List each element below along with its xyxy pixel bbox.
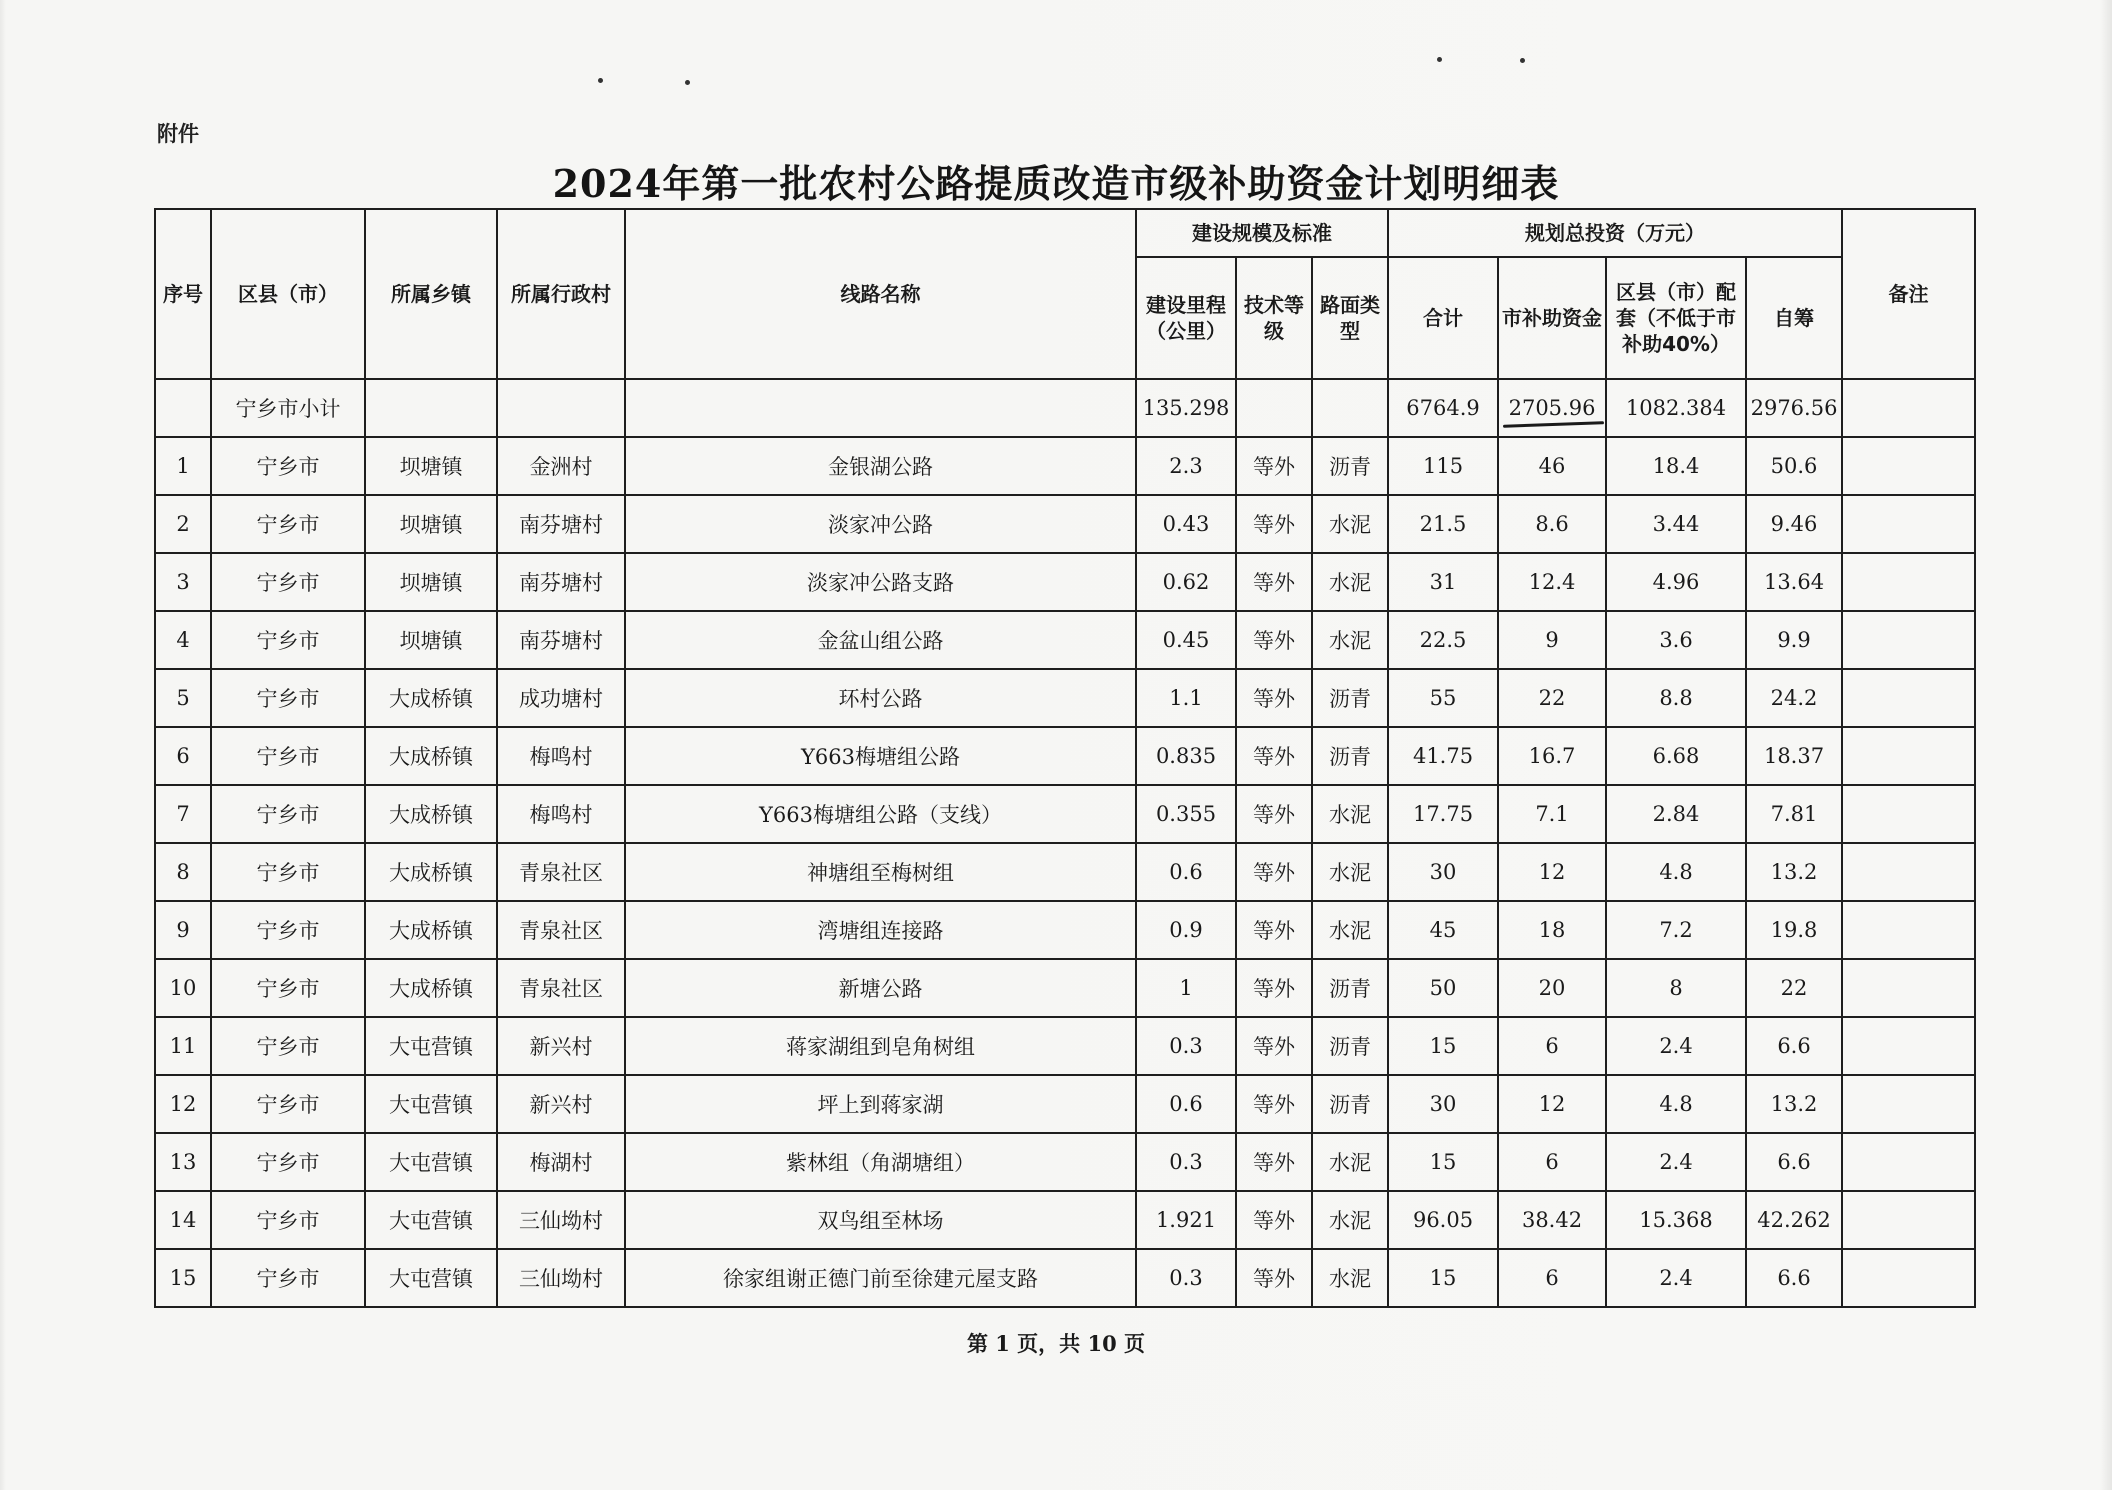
- cell-route: 金盆山组公路: [625, 611, 1136, 669]
- subtotal-village: [497, 379, 625, 437]
- cell-city-subsidy: 12: [1498, 843, 1606, 901]
- cell-seq: 2: [155, 495, 211, 553]
- cell-village: 新兴村: [497, 1075, 625, 1133]
- cell-mileage: 0.6: [1136, 843, 1236, 901]
- cell-surface: 沥青: [1312, 959, 1388, 1017]
- cell-seq: 6: [155, 727, 211, 785]
- cell-mileage: 0.3: [1136, 1133, 1236, 1191]
- cell-grade: 等外: [1236, 959, 1312, 1017]
- cell-route: 双鸟组至林场: [625, 1191, 1136, 1249]
- subtotal-city-subsidy: [1498, 379, 1606, 437]
- subtotal-town: [365, 379, 497, 437]
- cell-county: 宁乡市: [211, 785, 365, 843]
- cell-route: 湾塘组连接路: [625, 901, 1136, 959]
- cell-remark: [1842, 611, 1975, 669]
- subtotal-route: [625, 379, 1136, 437]
- table-row: [155, 437, 1975, 495]
- cell-self-raised: 13.2: [1746, 843, 1842, 901]
- cell-seq: 1: [155, 437, 211, 495]
- cell-seq: 14: [155, 1191, 211, 1249]
- header-invest-group: 规划总投资（万元）: [1388, 209, 1842, 257]
- table-row: [155, 727, 1975, 785]
- cell-seq: 9: [155, 901, 211, 959]
- cell-surface: 水泥: [1312, 611, 1388, 669]
- header-town: 所属乡镇: [365, 209, 497, 379]
- cell-surface: 水泥: [1312, 495, 1388, 553]
- cell-seq: 12: [155, 1075, 211, 1133]
- cell-total: 115: [1388, 437, 1498, 495]
- subtotal-label: 宁乡市小计: [211, 379, 365, 437]
- cell-town: 大成桥镇: [365, 727, 497, 785]
- cell-town: 大成桥镇: [365, 843, 497, 901]
- header-scale-group: 建设规模及标准: [1136, 209, 1388, 257]
- attachment-label: 附件: [157, 122, 199, 146]
- cell-seq: 5: [155, 669, 211, 727]
- cell-mileage: 2.3: [1136, 437, 1236, 495]
- cell-remark: [1842, 1075, 1975, 1133]
- cell-route: 神塘组至梅树组: [625, 843, 1136, 901]
- cell-self-raised: 7.81: [1746, 785, 1842, 843]
- cell-remark: [1842, 901, 1975, 959]
- cell-remark: [1842, 727, 1975, 785]
- cell-town: 大屯营镇: [365, 1075, 497, 1133]
- header-grade: 技术等级: [1236, 257, 1312, 379]
- cell-grade: 等外: [1236, 437, 1312, 495]
- table-row: [155, 843, 1975, 901]
- cell-city-subsidy: 12.4: [1498, 553, 1606, 611]
- header-mileage: 建设里程（公里）: [1136, 257, 1236, 379]
- cell-route: 徐家组谢正德门前至徐建元屋支路: [625, 1249, 1136, 1307]
- subtotal-self-raised: 2976.56: [1746, 379, 1842, 437]
- cell-self-raised: 22: [1746, 959, 1842, 1017]
- cell-seq: 10: [155, 959, 211, 1017]
- cell-total: 30: [1388, 843, 1498, 901]
- cell-total: 45: [1388, 901, 1498, 959]
- page-title: 2024年第一批农村公路提质改造市级补助资金计划明细表: [552, 161, 1560, 206]
- header-self-raised: 自筹: [1746, 257, 1842, 379]
- cell-remark: [1842, 785, 1975, 843]
- cell-route: 环村公路: [625, 669, 1136, 727]
- cell-total: 55: [1388, 669, 1498, 727]
- cell-county-match: 18.4: [1606, 437, 1746, 495]
- cell-county-match: 4.8: [1606, 843, 1746, 901]
- cell-remark: [1842, 843, 1975, 901]
- subtotal-remark: [1842, 379, 1975, 437]
- cell-city-subsidy: 6: [1498, 1249, 1606, 1307]
- cell-mileage: 0.6: [1136, 1075, 1236, 1133]
- cell-county-match: 4.8: [1606, 1075, 1746, 1133]
- subtotal-county-match: 1082.384: [1606, 379, 1746, 437]
- cell-self-raised: 13.2: [1746, 1075, 1842, 1133]
- cell-mileage: 0.3: [1136, 1017, 1236, 1075]
- subtotal-grade: [1236, 379, 1312, 437]
- cell-city-subsidy: 16.7: [1498, 727, 1606, 785]
- cell-surface: 沥青: [1312, 669, 1388, 727]
- subtotal-total: 6764.9: [1388, 379, 1498, 437]
- cell-total: 17.75: [1388, 785, 1498, 843]
- table-row: [155, 553, 1975, 611]
- table-row: [155, 959, 1975, 1017]
- cell-county-match: 3.6: [1606, 611, 1746, 669]
- cell-route: 坪上到蒋家湖: [625, 1075, 1136, 1133]
- cell-grade: 等外: [1236, 901, 1312, 959]
- cell-route: Y663梅塘组公路: [625, 727, 1136, 785]
- cell-city-subsidy: 46: [1498, 437, 1606, 495]
- cell-village: 南芬塘村: [497, 495, 625, 553]
- cell-grade: 等外: [1236, 785, 1312, 843]
- header-seq: 序号: [155, 209, 211, 379]
- cell-village: 梅鸣村: [497, 727, 625, 785]
- cell-total: 41.75: [1388, 727, 1498, 785]
- cell-county: 宁乡市: [211, 727, 365, 785]
- page-footer: 第 1 页，共 10 页: [966, 1331, 1146, 1356]
- table-row: [155, 1191, 1975, 1249]
- cell-remark: [1842, 959, 1975, 1017]
- cell-total: 15: [1388, 1017, 1498, 1075]
- cell-seq: 15: [155, 1249, 211, 1307]
- cell-town: 坝塘镇: [365, 495, 497, 553]
- cell-town: 坝塘镇: [365, 553, 497, 611]
- header-county: 区县（市）: [211, 209, 365, 379]
- cell-mileage: 0.43: [1136, 495, 1236, 553]
- header-surface: 路面类型: [1312, 257, 1388, 379]
- scan-speck: [1437, 57, 1442, 62]
- cell-remark: [1842, 437, 1975, 495]
- cell-seq: 11: [155, 1017, 211, 1075]
- cell-surface: 沥青: [1312, 437, 1388, 495]
- cell-total: 21.5: [1388, 495, 1498, 553]
- cell-city-subsidy: 7.1: [1498, 785, 1606, 843]
- cell-village: 南芬塘村: [497, 553, 625, 611]
- cell-self-raised: 6.6: [1746, 1249, 1842, 1307]
- table-row: [155, 1133, 1975, 1191]
- cell-surface: 沥青: [1312, 1017, 1388, 1075]
- cell-city-subsidy: 6: [1498, 1017, 1606, 1075]
- cell-mileage: 1.921: [1136, 1191, 1236, 1249]
- cell-county: 宁乡市: [211, 1017, 365, 1075]
- scan-speck: [685, 80, 690, 85]
- cell-city-subsidy: 9: [1498, 611, 1606, 669]
- cell-remark: [1842, 1249, 1975, 1307]
- cell-town: 大屯营镇: [365, 1017, 497, 1075]
- cell-remark: [1842, 553, 1975, 611]
- cell-county-match: 6.68: [1606, 727, 1746, 785]
- cell-county: 宁乡市: [211, 611, 365, 669]
- cell-grade: 等外: [1236, 495, 1312, 553]
- cell-remark: [1842, 1191, 1975, 1249]
- cell-village: 梅湖村: [497, 1133, 625, 1191]
- cell-county-match: 2.84: [1606, 785, 1746, 843]
- cell-total: 31: [1388, 553, 1498, 611]
- subtotal-row: [155, 379, 1975, 437]
- cell-village: 青泉社区: [497, 901, 625, 959]
- cell-village: 青泉社区: [497, 959, 625, 1017]
- cell-mileage: 0.835: [1136, 727, 1236, 785]
- cell-county-match: 8.8: [1606, 669, 1746, 727]
- header-village: 所属行政村: [497, 209, 625, 379]
- header-remark: 备注: [1842, 209, 1975, 379]
- cell-seq: 7: [155, 785, 211, 843]
- cell-county: 宁乡市: [211, 901, 365, 959]
- cell-grade: 等外: [1236, 1133, 1312, 1191]
- cell-grade: 等外: [1236, 611, 1312, 669]
- cell-seq: 4: [155, 611, 211, 669]
- cell-self-raised: 9.9: [1746, 611, 1842, 669]
- cell-self-raised: 50.6: [1746, 437, 1842, 495]
- cell-route: 金银湖公路: [625, 437, 1136, 495]
- cell-grade: 等外: [1236, 1075, 1312, 1133]
- table-row: [155, 1249, 1975, 1307]
- cell-surface: 沥青: [1312, 1075, 1388, 1133]
- cell-self-raised: 42.262: [1746, 1191, 1842, 1249]
- table-row: [155, 785, 1975, 843]
- cell-town: 大成桥镇: [365, 959, 497, 1017]
- cell-county: 宁乡市: [211, 495, 365, 553]
- cell-grade: 等外: [1236, 727, 1312, 785]
- cell-self-raised: 18.37: [1746, 727, 1842, 785]
- cell-city-subsidy: 12: [1498, 1075, 1606, 1133]
- cell-city-subsidy: 20: [1498, 959, 1606, 1017]
- cell-route: Y663梅塘组公路（支线）: [625, 785, 1136, 843]
- cell-village: 三仙坳村: [497, 1191, 625, 1249]
- cell-village: 三仙坳村: [497, 1249, 625, 1307]
- cell-county: 宁乡市: [211, 437, 365, 495]
- cell-town: 大屯营镇: [365, 1133, 497, 1191]
- cell-county: 宁乡市: [211, 553, 365, 611]
- cell-self-raised: 6.6: [1746, 1133, 1842, 1191]
- table-row: [155, 495, 1975, 553]
- cell-total: 22.5: [1388, 611, 1498, 669]
- cell-route: 淡家冲公路支路: [625, 553, 1136, 611]
- cell-route: 淡家冲公路: [625, 495, 1136, 553]
- cell-county: 宁乡市: [211, 669, 365, 727]
- cell-surface: 水泥: [1312, 553, 1388, 611]
- cell-mileage: 0.62: [1136, 553, 1236, 611]
- table-row: [155, 901, 1975, 959]
- cell-village: 青泉社区: [497, 843, 625, 901]
- cell-city-subsidy: 6: [1498, 1133, 1606, 1191]
- cell-grade: 等外: [1236, 1017, 1312, 1075]
- cell-county: 宁乡市: [211, 1249, 365, 1307]
- cell-mileage: 1: [1136, 959, 1236, 1017]
- table-row: [155, 669, 1975, 727]
- cell-village: 金洲村: [497, 437, 625, 495]
- cell-remark: [1842, 669, 1975, 727]
- cell-county-match: 4.96: [1606, 553, 1746, 611]
- cell-surface: 沥青: [1312, 727, 1388, 785]
- cell-route: 新塘公路: [625, 959, 1136, 1017]
- cell-county-match: 2.4: [1606, 1249, 1746, 1307]
- table-row: [155, 611, 1975, 669]
- cell-grade: 等外: [1236, 553, 1312, 611]
- cell-grade: 等外: [1236, 1249, 1312, 1307]
- subtotal-surface: [1312, 379, 1388, 437]
- cell-self-raised: 6.6: [1746, 1017, 1842, 1075]
- subtotal-seq: [155, 379, 211, 437]
- cell-seq: 8: [155, 843, 211, 901]
- cell-grade: 等外: [1236, 843, 1312, 901]
- cell-self-raised: 19.8: [1746, 901, 1842, 959]
- cell-self-raised: 13.64: [1746, 553, 1842, 611]
- cell-route: 蒋家湖组到皂角树组: [625, 1017, 1136, 1075]
- cell-county: 宁乡市: [211, 1133, 365, 1191]
- cell-city-subsidy: 22: [1498, 669, 1606, 727]
- cell-county-match: 15.368: [1606, 1191, 1746, 1249]
- cell-remark: [1842, 1133, 1975, 1191]
- cell-surface: 水泥: [1312, 785, 1388, 843]
- header-total: 合计: [1388, 257, 1498, 379]
- cell-grade: 等外: [1236, 1191, 1312, 1249]
- cell-county: 宁乡市: [211, 843, 365, 901]
- table-row: [155, 1075, 1975, 1133]
- cell-total: 50: [1388, 959, 1498, 1017]
- header-route: 线路名称: [625, 209, 1136, 379]
- cell-mileage: 1.1: [1136, 669, 1236, 727]
- cell-surface: 水泥: [1312, 901, 1388, 959]
- cell-total: 15: [1388, 1249, 1498, 1307]
- cell-village: 南芬塘村: [497, 611, 625, 669]
- cell-surface: 水泥: [1312, 1133, 1388, 1191]
- cell-town: 大成桥镇: [365, 785, 497, 843]
- cell-self-raised: 9.46: [1746, 495, 1842, 553]
- scan-speck: [598, 78, 603, 83]
- table-row: [155, 1017, 1975, 1075]
- cell-county: 宁乡市: [211, 1075, 365, 1133]
- scan-speck: [1520, 58, 1525, 63]
- cell-village: 成功塘村: [497, 669, 625, 727]
- cell-town: 坝塘镇: [365, 611, 497, 669]
- cell-remark: [1842, 495, 1975, 553]
- cell-town: 大成桥镇: [365, 669, 497, 727]
- cell-county-match: 2.4: [1606, 1017, 1746, 1075]
- funding-table: [154, 208, 1976, 1308]
- header-city-subsidy: 市补助资金: [1498, 257, 1606, 379]
- cell-mileage: 0.9: [1136, 901, 1236, 959]
- cell-surface: 水泥: [1312, 843, 1388, 901]
- cell-town: 坝塘镇: [365, 437, 497, 495]
- cell-county-match: 3.44: [1606, 495, 1746, 553]
- subtotal-mileage: 135.298: [1136, 379, 1236, 437]
- cell-total: 96.05: [1388, 1191, 1498, 1249]
- cell-total: 15: [1388, 1133, 1498, 1191]
- cell-county-match: 8: [1606, 959, 1746, 1017]
- header-county-match: 区县（市）配套（不低于市补助40%）: [1606, 257, 1746, 379]
- cell-total: 30: [1388, 1075, 1498, 1133]
- cell-remark: [1842, 1017, 1975, 1075]
- cell-surface: 水泥: [1312, 1249, 1388, 1307]
- cell-county: 宁乡市: [211, 959, 365, 1017]
- cell-town: 大成桥镇: [365, 901, 497, 959]
- cell-mileage: 0.3: [1136, 1249, 1236, 1307]
- cell-county-match: 2.4: [1606, 1133, 1746, 1191]
- cell-city-subsidy: 38.42: [1498, 1191, 1606, 1249]
- cell-self-raised: 24.2: [1746, 669, 1842, 727]
- cell-surface: 水泥: [1312, 1191, 1388, 1249]
- cell-village: 梅鸣村: [497, 785, 625, 843]
- cell-town: 大屯营镇: [365, 1249, 497, 1307]
- cell-route: 紫林组（角湖塘组）: [625, 1133, 1136, 1191]
- cell-county: 宁乡市: [211, 1191, 365, 1249]
- cell-grade: 等外: [1236, 669, 1312, 727]
- cell-village: 新兴村: [497, 1017, 625, 1075]
- cell-county-match: 7.2: [1606, 901, 1746, 959]
- cell-seq: 13: [155, 1133, 211, 1191]
- cell-city-subsidy: 8.6: [1498, 495, 1606, 553]
- cell-mileage: 0.45: [1136, 611, 1236, 669]
- cell-town: 大屯营镇: [365, 1191, 497, 1249]
- cell-mileage: 0.355: [1136, 785, 1236, 843]
- cell-seq: 3: [155, 553, 211, 611]
- subtotal-city-subsidy-value: 2705.96: [1508, 396, 1596, 420]
- cell-city-subsidy: 18: [1498, 901, 1606, 959]
